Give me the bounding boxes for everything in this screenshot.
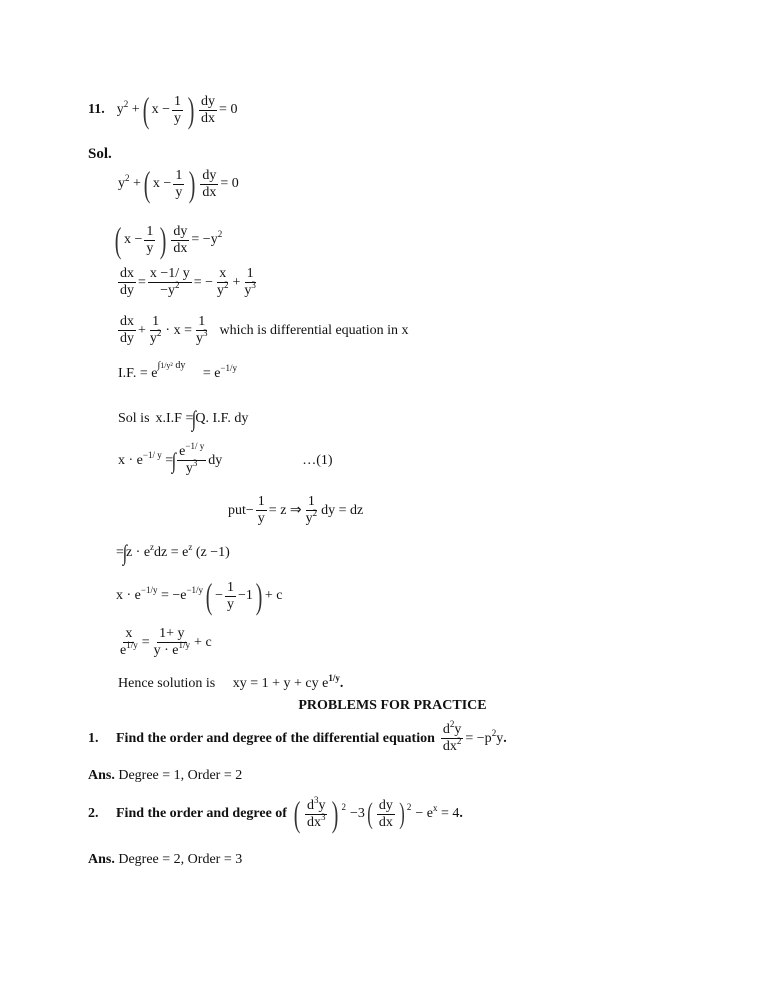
math-y2: $y^2$ + (118, 173, 141, 191)
paren-left: ( (205, 576, 213, 616)
math-minus: − (245, 502, 254, 518)
fraction: $\frac{1}{y}$ (174, 93, 182, 126)
math-if-exponent: ∫1/y² dy (157, 360, 186, 371)
fraction-dydx: $\frac{dy}{dx}$ (202, 167, 217, 200)
fraction: $\frac{1}{y^3}$ (244, 266, 256, 298)
math-plus-c: + c (264, 588, 283, 603)
put-label: put (228, 502, 246, 518)
fraction: $\frac{d^2y}{dx^2}$ (442, 719, 462, 754)
math-x-minus: x − (124, 232, 143, 247)
linear-note: which is differential equation in x (219, 322, 409, 338)
problem-statement (88, 92, 237, 128)
practice-question: Find the order and degree of the differential equation (116, 730, 435, 746)
final-suffix: . (339, 676, 344, 691)
fraction-dydx: $\frac{dy}{dx}$ (173, 223, 188, 256)
math-minus-3: −3 (349, 806, 365, 821)
practice-expression-rhs: = $-p^2y$ (465, 727, 504, 746)
fraction: $\frac{e^{-1/ y}}{y^3}$ (179, 441, 205, 476)
sol-is-rhs: x.I.F = (155, 411, 194, 426)
solution-step-9 (116, 540, 230, 566)
fraction: $\frac{x}{y^2}$ (217, 266, 229, 298)
math-eq: = (116, 545, 124, 560)
solution-step-11 (116, 626, 212, 659)
math-plus: + (138, 322, 146, 338)
fraction: $\frac{1}{y}$ (226, 579, 234, 612)
integral-sign: ∫ (172, 447, 177, 473)
practice-item-1: 1. Find the order and degree of the differential equation $\frac{d^2y}{dx^2}$ = $-p^2y$ . (88, 719, 507, 754)
math-x-minus: x − (151, 102, 171, 117)
solution-step-3 (116, 266, 260, 299)
sol-is-integrand: Q. I.F. dy (195, 411, 249, 426)
math-term: · x = (165, 322, 192, 338)
final-answer: xy = 1 + y + cy e (232, 676, 329, 691)
practice-item-2: 2. Find the order and degree of ( $\frac{d^3y}{dx^3}$ ) 2 −3 ( $\frac{dy}{dx}$ ) 2 − $e^x = 4$ . (88, 794, 463, 834)
problem-number: 11. (88, 102, 105, 117)
fraction: $\frac{dy}{dx}$ (378, 797, 393, 830)
math-dz: dy = dz (321, 502, 364, 518)
fraction: $\frac{x -1/ y}{-y^2}$ (149, 266, 190, 298)
paren-right: ) (399, 797, 405, 830)
power-2: 2 (406, 802, 412, 812)
equation-ref: …(1) (302, 452, 333, 468)
practice-number: 2. (88, 806, 99, 821)
paren-right: ) (255, 576, 263, 616)
solution-step-if (118, 360, 237, 382)
practice-heading: PROBLEMS FOR PRACTICE (298, 698, 487, 713)
math-y2: $y^2$ + (116, 99, 140, 117)
math-minus-one: −1 (237, 588, 253, 603)
math-eq: = − (193, 274, 213, 290)
solution-step-2 (112, 222, 222, 258)
math-plus: + (232, 274, 241, 290)
paren-left: ( (142, 90, 149, 130)
math-if: I.F. = e (118, 366, 158, 381)
math-if-result: = $e^{-1/y}$ (202, 363, 237, 381)
paren-left: ( (367, 797, 373, 830)
solution-step-substitution (228, 494, 363, 527)
answer-label: Ans. (88, 768, 115, 783)
math-minus: − (215, 588, 223, 603)
fraction: $\frac{1}{y}$ (175, 167, 183, 200)
math-lhs: $x \cdot e^{-1/ y}$ = (118, 449, 174, 468)
power-2: 2 (341, 802, 346, 812)
solution-step-4 (116, 314, 409, 347)
answer-text: Degree = 1, Order = 2 (118, 768, 243, 783)
fraction: $\frac{1}{y}$ (257, 494, 265, 526)
practice-number: 1. (88, 730, 99, 746)
paren-right: ) (160, 220, 167, 260)
integral-sign: ∫ (192, 406, 197, 431)
paren-right: ) (332, 794, 339, 834)
paren-right: ) (189, 164, 196, 204)
math-eq: = 0 (219, 102, 238, 117)
math-lhs: $x \cdot e^{-1/y} = -e^{-1/y}$ (116, 585, 204, 603)
fraction: $\frac{1}{y^2}$ (305, 494, 318, 526)
fraction: $\frac{1+ y}{y \cdot e^{1/y}}$ (153, 626, 191, 658)
fraction: $\frac{1}{y^3}$ (195, 314, 208, 346)
integral-sign: ∫ (122, 540, 128, 565)
paren-left: ( (143, 164, 151, 204)
math-dy: dy (208, 452, 223, 468)
solution-step-sol (118, 406, 248, 432)
paren-left: ( (293, 794, 301, 834)
practice-answer-1 (88, 768, 242, 784)
solution-step-1 (118, 166, 239, 202)
fraction: $\frac{1}{y}$ (146, 223, 154, 256)
paren-left: ( (114, 220, 122, 260)
solution-step-10 (116, 578, 282, 614)
math-integral-result: $z \cdot e^zdz = e^z$ (z −1) (125, 542, 230, 560)
fraction: $\frac{1}{y^2}$ (149, 314, 162, 346)
math-rhs: = $-y^2$ (191, 229, 223, 247)
fraction-dxdy: $\frac{dx}{dy}$ (120, 314, 134, 346)
sol-is-prefix: Sol is (118, 411, 150, 426)
final-solution (118, 673, 344, 692)
practice-question: Find the order and degree of (116, 806, 287, 821)
math-plus-c: + c (194, 634, 212, 650)
fraction: $\frac{x}{e^{1/y}}$ (120, 626, 138, 658)
math-rhs: − $e^x = 4$ (415, 803, 460, 821)
math-eq: = (138, 274, 146, 290)
answer-label: Ans. (88, 852, 115, 867)
fraction: $\frac{d^3y}{dx^3}$ (306, 794, 326, 830)
fraction-dxdy: $\frac{dx}{dy}$ (120, 266, 134, 298)
fraction-dydx: $\frac{dy}{dx}$ (201, 93, 216, 126)
final-exponent: 1/y (328, 673, 340, 683)
final-prefix: Hence solution is (118, 676, 216, 691)
solution-step-7 (118, 441, 333, 477)
math-eq: = 0 (220, 176, 239, 191)
solution-label: Sol. (88, 146, 112, 162)
math-x-minus: x − (152, 176, 172, 191)
math-eq: = (141, 634, 150, 650)
math-eq: = z ⇒ (268, 503, 302, 518)
paren-right: ) (187, 90, 195, 130)
practice-answer-2 (88, 852, 242, 868)
answer-text: Degree = 2, Order = 3 (118, 852, 243, 867)
